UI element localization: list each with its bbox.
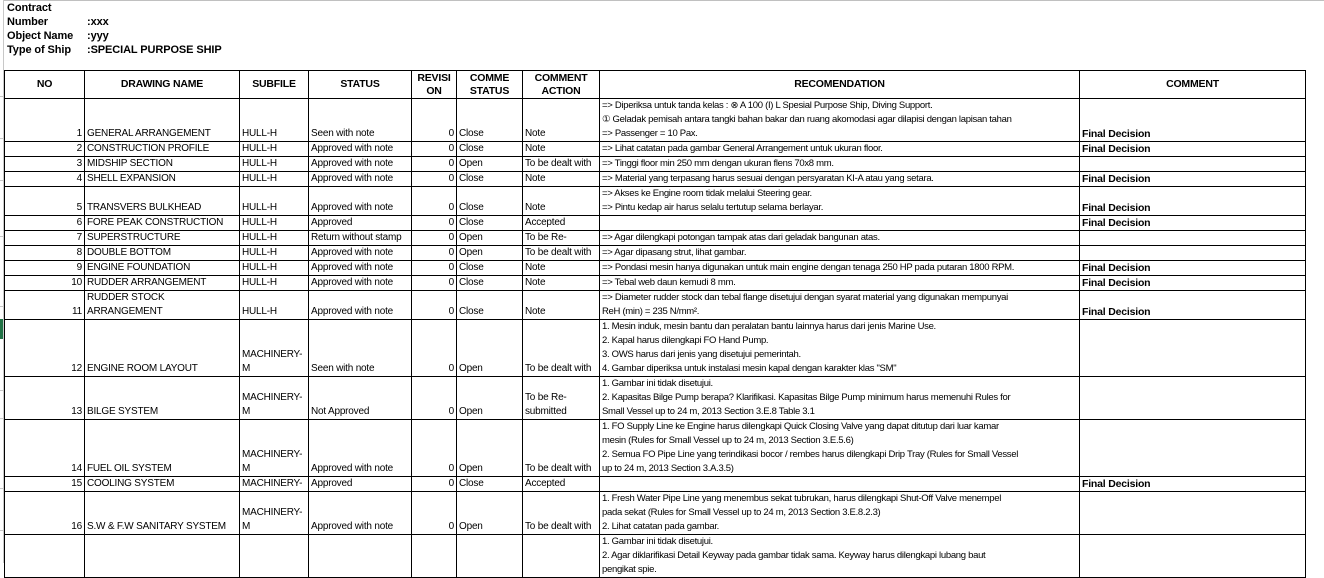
table-body: [5, 99, 1306, 578]
cell-comme-status[interactable]: Open: [457, 231, 523, 246]
cell-comment[interactable]: Final Decision: [1080, 172, 1306, 187]
cell-revision[interactable]: 0: [412, 420, 457, 477]
cell-revision[interactable]: 0: [412, 246, 457, 261]
table-row: [5, 276, 1306, 291]
table-row: [5, 142, 1306, 157]
cell-comment-action[interactable]: To be dealt with: [523, 320, 600, 377]
cell-comment-action[interactable]: Note: [523, 172, 600, 187]
header-status[interactable]: STATUS: [309, 71, 412, 99]
cell-drawing-name[interactable]: [85, 535, 240, 578]
cell-recomendation[interactable]: [600, 187, 1080, 216]
recomendation-line: 3. OWS harus dari jenis yang disetujui pemerintah.: [602, 349, 801, 360]
cell-status[interactable]: Approved with note: [309, 261, 412, 276]
cell-no[interactable]: 9: [5, 261, 85, 276]
cell-comment[interactable]: [1080, 246, 1306, 261]
header-recomendation[interactable]: RECOMENDATION: [600, 71, 1080, 99]
cell-drawing-name[interactable]: FUEL OIL SYSTEM: [85, 420, 240, 477]
cell-comment-action[interactable]: To be Re-: [523, 231, 600, 246]
table-row: [5, 261, 1306, 276]
cell-no[interactable]: 7: [5, 231, 85, 246]
cell-drawing-name[interactable]: RUDDER STOCK ARRANGEMENT: [85, 291, 240, 320]
cell-recomendation[interactable]: [600, 291, 1080, 320]
header-comme-status[interactable]: COMME STATUS: [457, 71, 523, 99]
cell-revision[interactable]: 0: [412, 172, 457, 187]
recomendation-line: => Lihat catatan pada gambar General Arrangement untuk ukuran floor.: [602, 143, 883, 154]
cell-comment-action[interactable]: To be Re-submitted: [523, 377, 600, 420]
cell-status[interactable]: Seen with note: [309, 99, 412, 142]
cell-recomendation[interactable]: [600, 535, 1080, 578]
table-row: [5, 377, 1306, 420]
recomendation-line: 1. Fresh Water Pipe Line yang menembus sekat tubrukan, harus dilengkapi Shut-Off Valve menempel: [602, 493, 1002, 504]
cell-comment[interactable]: Final Decision: [1080, 142, 1306, 157]
cell-comment[interactable]: Final Decision: [1080, 99, 1306, 142]
cell-drawing-name[interactable]: DOUBLE BOTTOM: [85, 246, 240, 261]
cell-recomendation[interactable]: [600, 231, 1080, 246]
cell-recomendation[interactable]: [600, 261, 1080, 276]
cell-comment[interactable]: [1080, 231, 1306, 246]
cell-no[interactable]: 2: [5, 142, 85, 157]
recomendation-line: 2. Kapal harus dilengkapi FO Hand Pump.: [602, 335, 769, 346]
recomendation-line: [602, 216, 1077, 230]
cell-comme-status[interactable]: Open: [457, 420, 523, 477]
ship-type-value: :SPECIAL PURPOSE SHIP: [87, 44, 222, 56]
cell-drawing-name[interactable]: ENGINE FOUNDATION: [85, 261, 240, 276]
header-subfile[interactable]: SUBFILE: [240, 71, 309, 99]
cell-status[interactable]: Not Approved: [309, 377, 412, 420]
cell-comment-action[interactable]: To be dealt with: [523, 420, 600, 477]
cell-subfile[interactable]: HULL-H: [240, 142, 309, 157]
cell-revision[interactable]: 0: [412, 477, 457, 492]
cell-drawing-name[interactable]: BILGE SYSTEM: [85, 377, 240, 420]
recomendation-line: 1. FO Supply Line ke Engine harus dilengkapi Quick Closing Valve yang dapat ditutup dari luar kamar: [602, 421, 999, 432]
cell-no[interactable]: 13: [5, 377, 85, 420]
cell-comme-status[interactable]: Close: [457, 142, 523, 157]
cell-revision[interactable]: 0: [412, 157, 457, 172]
recomendation-line: ① Geladak pemisah antara tangki bahan bakar dan ruang akomodasi agar dilapisi dengan lapisan tahan: [602, 114, 1012, 125]
recomendation-line: pada sekat (Rules for Small Vessel up to 24 m, 2013 Section 3.E.8.2.3): [602, 507, 881, 518]
cell-comme-status[interactable]: [457, 535, 523, 578]
cell-no[interactable]: [5, 535, 85, 578]
number-value: :xxx: [87, 16, 109, 28]
table-row: [5, 157, 1306, 172]
table-row: [5, 231, 1306, 246]
cell-status[interactable]: Approved with note: [309, 157, 412, 172]
recomendation-line: => Pintu kedap air harus selalu tertutup selama berlayar.: [602, 202, 824, 213]
recomendation-line: => Tinggi floor min 250 mm dengan ukuran flens 70x8 mm.: [602, 158, 834, 169]
cell-no[interactable]: 5: [5, 187, 85, 216]
cell-recomendation[interactable]: [600, 477, 1080, 492]
cell-subfile[interactable]: HULL-H: [240, 246, 309, 261]
cell-revision[interactable]: 0: [412, 291, 457, 320]
cell-comment[interactable]: [1080, 377, 1306, 420]
cell-recomendation[interactable]: [600, 492, 1080, 535]
table-row: [5, 216, 1306, 231]
cell-revision[interactable]: 0: [412, 276, 457, 291]
cell-drawing-name[interactable]: COOLING SYSTEM: [85, 477, 240, 492]
cell-revision[interactable]: 0: [412, 231, 457, 246]
cell-comment[interactable]: [1080, 320, 1306, 377]
cell-comme-status[interactable]: Open: [457, 492, 523, 535]
recomendation-line: mesin (Rules for Small Vessel up to 24 m, 2013 Section 3.E.5.6): [602, 435, 854, 446]
number-label: Number: [7, 16, 48, 28]
recomendation-line: 1. Mesin induk, mesin bantu dan peralatan bantu lainnya harus dari jenis Marine Use.: [602, 321, 936, 332]
cell-comment-action[interactable]: Accepted: [523, 216, 600, 231]
cell-no[interactable]: 11: [5, 291, 85, 320]
cell-recomendation[interactable]: [600, 99, 1080, 142]
cell-comment-action[interactable]: Note: [523, 187, 600, 216]
cell-drawing-name[interactable]: ENGINE ROOM LAYOUT: [85, 320, 240, 377]
cell-comme-status[interactable]: Open: [457, 246, 523, 261]
ship-type-label: Type of Ship: [7, 44, 71, 56]
contract-label: Contract: [7, 2, 52, 14]
cell-comme-status[interactable]: Close: [457, 276, 523, 291]
cell-comme-status[interactable]: Close: [457, 216, 523, 231]
recomendation-line: => Akses ke Engine room tidak melalui Steering gear.: [602, 188, 812, 199]
cell-no[interactable]: 16: [5, 492, 85, 535]
cell-drawing-name[interactable]: RUDDER ARRANGEMENT: [85, 276, 240, 291]
recomendation-line: 1. Gambar ini tidak disetujui.: [602, 378, 713, 389]
cell-comment[interactable]: [1080, 492, 1306, 535]
cell-drawing-name[interactable]: SUPERSTRUCTURE: [85, 231, 240, 246]
cell-status[interactable]: Approved with note: [309, 276, 412, 291]
table-row: [5, 320, 1306, 377]
cell-comment-action[interactable]: Note: [523, 291, 600, 320]
cell-subfile[interactable]: HULL-H: [240, 231, 309, 246]
recomendation-line: Small Vessel up to 24 m, 2013 Section 3.E.8 Table 3.1: [602, 406, 815, 417]
cell-status[interactable]: Approved with note: [309, 291, 412, 320]
cell-comme-status[interactable]: Close: [457, 291, 523, 320]
header-drawing-name[interactable]: DRAWING NAME: [85, 71, 240, 99]
cell-status[interactable]: Approved with note: [309, 420, 412, 477]
recomendation-line: up to 24 m, 2013 Section 3.A.3.5): [602, 463, 734, 474]
cell-status[interactable]: Return without stamp: [309, 231, 412, 246]
cell-comment[interactable]: Final Decision: [1080, 291, 1306, 320]
recomendation-line: 4. Gambar diperiksa untuk instalasi mesin kapal dengan karakter klas "SM": [602, 363, 897, 374]
cell-drawing-name[interactable]: SHELL EXPANSION: [85, 172, 240, 187]
cell-comment-action[interactable]: To be dealt with: [523, 157, 600, 172]
cell-drawing-name[interactable]: MIDSHIP SECTION: [85, 157, 240, 172]
cell-comment-action[interactable]: Note: [523, 261, 600, 276]
cell-comment[interactable]: Final Decision: [1080, 477, 1306, 492]
cell-comment-action[interactable]: Accepted: [523, 477, 600, 492]
cell-no[interactable]: 10: [5, 276, 85, 291]
table-row: [5, 420, 1306, 477]
recomendation-line: pengikat spie.: [602, 564, 657, 575]
recomendation-line: => Agar dipasang strut, lihat gambar.: [602, 247, 747, 258]
cell-comment[interactable]: Final Decision: [1080, 276, 1306, 291]
cell-recomendation[interactable]: [600, 216, 1080, 231]
cell-subfile[interactable]: MACHINERY-: [240, 477, 309, 492]
cell-subfile[interactable]: MACHINERY-M: [240, 420, 309, 477]
cell-comment[interactable]: [1080, 157, 1306, 172]
cell-subfile[interactable]: MACHINERY-M: [240, 320, 309, 377]
cell-comme-status[interactable]: Open: [457, 157, 523, 172]
cell-drawing-name[interactable]: CONSTRUCTION PROFILE: [85, 142, 240, 157]
cell-comme-status[interactable]: Close: [457, 477, 523, 492]
recomendation-line: 2. Agar diklarifikasi Detail Keyway pada gambar tidak sama. Keyway harus dilengkapi lubang baut: [602, 550, 986, 561]
header-comment-action[interactable]: COMMENT ACTION: [523, 71, 600, 99]
cell-subfile[interactable]: HULL-H: [240, 216, 309, 231]
cell-drawing-name[interactable]: FORE PEAK CONSTRUCTION: [85, 216, 240, 231]
cell-revision[interactable]: 0: [412, 377, 457, 420]
cell-subfile[interactable]: HULL-H: [240, 99, 309, 142]
table-row: [5, 535, 1306, 578]
recomendation-line: => Passenger = 10 Pax.: [602, 128, 698, 139]
header-no[interactable]: NO: [5, 71, 85, 99]
cell-comment[interactable]: [1080, 420, 1306, 477]
cell-comme-status[interactable]: Open: [457, 377, 523, 420]
cell-recomendation[interactable]: [600, 157, 1080, 172]
cell-revision[interactable]: [412, 535, 457, 578]
cell-comment-action[interactable]: To be dealt with: [523, 492, 600, 535]
cell-subfile[interactable]: HULL-H: [240, 276, 309, 291]
cell-no[interactable]: 3: [5, 157, 85, 172]
cell-status[interactable]: [309, 535, 412, 578]
recomendation-line: => Agar dilengkapi potongan tampak atas dari geladak bangunan atas.: [602, 232, 880, 243]
cell-comment[interactable]: Final Decision: [1080, 216, 1306, 231]
table-row: [5, 187, 1306, 216]
cell-comme-status[interactable]: Close: [457, 99, 523, 142]
cell-revision[interactable]: 0: [412, 142, 457, 157]
cell-subfile[interactable]: HULL-H: [240, 172, 309, 187]
cell-status[interactable]: Approved with note: [309, 142, 412, 157]
cell-no[interactable]: 4: [5, 172, 85, 187]
recomendation-line: 1. Gambar ini tidak disetujui.: [602, 536, 713, 547]
recomendation-line: 2. Semua FO Pipe Line yang terindikasi bocor / rembes harus dilengkapi Drip Tray (Rules for Small Vessel: [602, 449, 1019, 460]
cell-revision[interactable]: 0: [412, 492, 457, 535]
table-row: [5, 172, 1306, 187]
recomendation-line: => Diameter rudder stock dan tebal flange disetujui dengan syarat material yang digunakan mempunyai: [602, 292, 1008, 303]
cell-comment[interactable]: [1080, 535, 1306, 578]
header-revision[interactable]: REVISI ON: [412, 71, 457, 99]
header-comment[interactable]: COMMENT: [1080, 71, 1306, 99]
recomendation-line: ReH (min) = 235 N/mm².: [602, 306, 700, 317]
cell-no[interactable]: 15: [5, 477, 85, 492]
table-row: [5, 492, 1306, 535]
table-row: [5, 99, 1306, 142]
cell-revision[interactable]: 0: [412, 99, 457, 142]
cell-status[interactable]: Approved: [309, 477, 412, 492]
cell-recomendation[interactable]: [600, 172, 1080, 187]
cell-status[interactable]: Approved with note: [309, 492, 412, 535]
cell-recomendation[interactable]: [600, 320, 1080, 377]
cell-subfile[interactable]: HULL-H: [240, 157, 309, 172]
object-name-label: Object Name: [7, 30, 74, 42]
cell-subfile[interactable]: HULL-H: [240, 291, 309, 320]
recomendation-line: => Pondasi mesin hanya digunakan untuk main engine dengan tenaga 250 HP pada putaran 1800 RPM.: [602, 262, 1015, 273]
cell-comment-action[interactable]: To be dealt with: [523, 246, 600, 261]
table-row: [5, 246, 1306, 261]
cell-status[interactable]: Approved with note: [309, 246, 412, 261]
cell-revision[interactable]: 0: [412, 261, 457, 276]
recomendation-line: => Tebal web daun kemudi 8 mm.: [602, 277, 736, 288]
cell-status[interactable]: Approved: [309, 216, 412, 231]
cell-revision[interactable]: 0: [412, 320, 457, 377]
table-row: [5, 477, 1306, 492]
cell-recomendation[interactable]: [600, 276, 1080, 291]
cell-drawing-name[interactable]: TRANSVERS BULKHEAD: [85, 187, 240, 216]
cell-no[interactable]: 8: [5, 246, 85, 261]
cell-comme-status[interactable]: Open: [457, 320, 523, 377]
cell-comment-action[interactable]: Note: [523, 276, 600, 291]
cell-comme-status[interactable]: Close: [457, 261, 523, 276]
drawing-review-table: [4, 70, 1306, 578]
cell-comme-status[interactable]: Close: [457, 172, 523, 187]
recomendation-line: 2. Lihat catatan pada gambar.: [602, 521, 720, 532]
cell-recomendation[interactable]: [600, 246, 1080, 261]
recomendation-line: [602, 477, 1077, 491]
cell-comme-status[interactable]: Close: [457, 187, 523, 216]
cell-subfile[interactable]: [240, 535, 309, 578]
cell-no[interactable]: 1: [5, 99, 85, 142]
document-meta: [7, 1, 222, 57]
recomendation-line: => Material yang terpasang harus sesuai dengan persyaratan KI-A atau yang setara.: [602, 173, 934, 184]
cell-comment[interactable]: Final Decision: [1080, 261, 1306, 276]
cell-drawing-name[interactable]: S.W & F.W SANITARY SYSTEM: [85, 492, 240, 535]
table-row: [5, 291, 1306, 320]
cell-no[interactable]: 12: [5, 320, 85, 377]
cell-subfile[interactable]: HULL-H: [240, 261, 309, 276]
recomendation-line: 2. Kapasitas Bilge Pump berapa? Klarifikasi. Kapasitas Bilge Pump minimum harus memenuhi Rules for: [602, 392, 1011, 403]
cell-no[interactable]: 14: [5, 420, 85, 477]
header-row: [5, 71, 1306, 99]
cell-subfile[interactable]: MACHINERY-M: [240, 377, 309, 420]
cell-revision[interactable]: 0: [412, 216, 457, 231]
cell-drawing-name[interactable]: GENERAL ARRANGEMENT: [85, 99, 240, 142]
selected-row-indicator: [0, 319, 3, 339]
cell-revision[interactable]: 0: [412, 187, 457, 216]
cell-no[interactable]: 6: [5, 216, 85, 231]
cell-status[interactable]: Approved with note: [309, 172, 412, 187]
cell-recomendation[interactable]: [600, 142, 1080, 157]
recomendation-line: => Diperiksa untuk tanda kelas : ⊗ A 100 (I) L Spesial Purpose Ship, Diving Support.: [602, 100, 933, 111]
object-name-value: :yyy: [87, 30, 109, 42]
cell-subfile[interactable]: MACHINERY-M: [240, 492, 309, 535]
cell-recomendation[interactable]: [600, 420, 1080, 477]
cell-comment-action[interactable]: [523, 535, 600, 578]
cell-comment[interactable]: Final Decision: [1080, 187, 1306, 216]
cell-comment-action[interactable]: Note: [523, 99, 600, 142]
cell-subfile[interactable]: HULL-H: [240, 187, 309, 216]
cell-status[interactable]: Approved with note: [309, 187, 412, 216]
cell-recomendation[interactable]: [600, 377, 1080, 420]
cell-status[interactable]: Seen with note: [309, 320, 412, 377]
cell-comment-action[interactable]: Note: [523, 142, 600, 157]
